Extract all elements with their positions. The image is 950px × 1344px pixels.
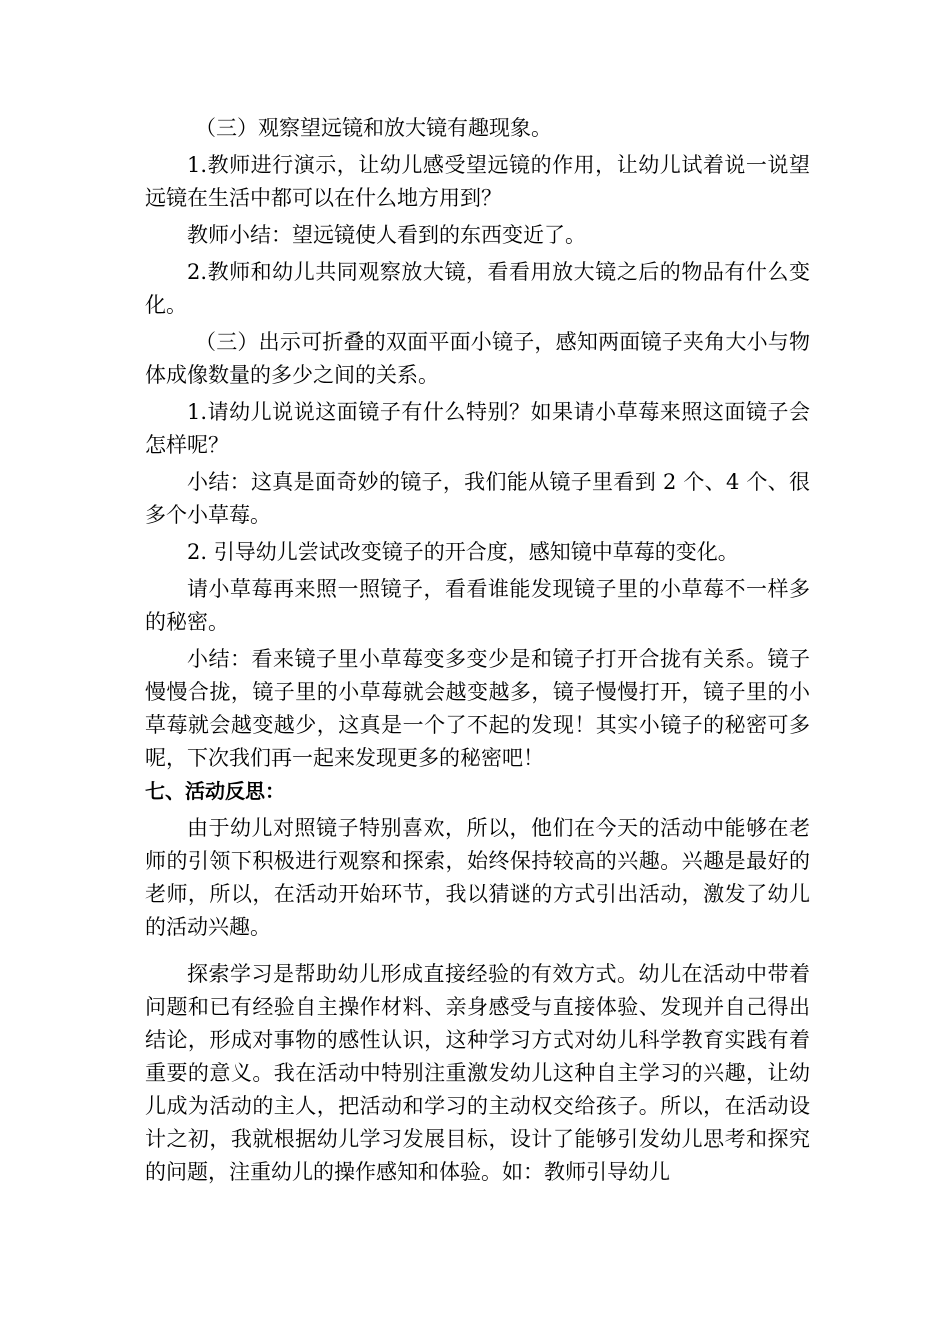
paragraph-strawberry-secret: 请小草莓再来照一照镜子，看看谁能发现镜子里的小草莓不一样多的秘密。 — [145, 577, 810, 634]
paragraph-reflection-exploration: 探索学习是帮助幼儿形成直接经验的有效方式。幼儿在活动中带着问题和已有经验自主操作材料、亲身感受与直接体验、发现并自己得出结论，形成对事物的感性认识，这种学习方式对幼儿科学教育实践有着重要的意义。我在活动中特别注重激发幼儿这种自主学习的兴趣，让幼儿成为活动的主人，把活动和学习的主动权交给孩子。所以，在活动设计之初，我就根据幼儿学习发展目标，设计了能够引发幼儿思考和探究的问题，注重幼儿的操作感知和体验。如：教师引导幼儿 — [145, 962, 810, 1184]
paragraph-telescope-summary: 教师小结：望远镜使人看到的东西变近了。 — [187, 223, 586, 247]
document-page — [145, 112, 810, 1189]
section-heading-mirror: （三）出示可折叠的双面平面小镜子，感知两面镜子夹角大小与物体成像数量的多少之间的关系。 — [145, 330, 810, 387]
paragraph-magnifier: 2.教师和幼儿共同观察放大镜，看看用放大镜之后的物品有什么变化。 — [145, 260, 810, 317]
paragraph-final-summary: 小结：看来镜子里小草莓变多变少是和镜子打开合拢有关系。镜子慢慢合拢，镜子里的小草莓就会越变越多，镜子慢慢打开，镜子里的小草莓就会越变越少，这真是一个了不起的发现！其实小镜子的秘密可多呢，下次我们再一起来发现更多的秘密吧！ — [145, 647, 810, 770]
section-heading-observe: （三）观察望远镜和放大镜有趣现象。 — [195, 116, 552, 140]
paragraph-mirror-angle: 2. 引导幼儿尝试改变镜子的开合度，感知镜中草莓的变化。 — [187, 540, 739, 564]
paragraph-telescope-demo: 1.教师进行演示，让幼儿感受望远镜的作用，让幼儿试着说一说望远镜在生活中都可以在什么地方用到？ — [145, 153, 810, 210]
paragraph-mirror-summary: 小结：这真是面奇妙的镜子，我们能从镜子里看到 2 个、4 个、很多个小草莓。 — [145, 470, 810, 527]
paragraph-reflection-interest: 由于幼儿对照镜子特别喜欢，所以，他们在今天的活动中能够在老师的引领下积极进行观察和探索，始终保持较高的兴趣。兴趣是最好的老师，所以，在活动开始环节，我以猜谜的方式引出活动，激发了幼儿的活动兴趣。 — [145, 816, 810, 939]
section-heading-reflection: 七、活动反思： — [145, 779, 285, 803]
paragraph-mirror-question: 1.请幼儿说说这面镜子有什么特别？如果请小草莓来照这面镜子会怎样呢？ — [145, 400, 810, 457]
